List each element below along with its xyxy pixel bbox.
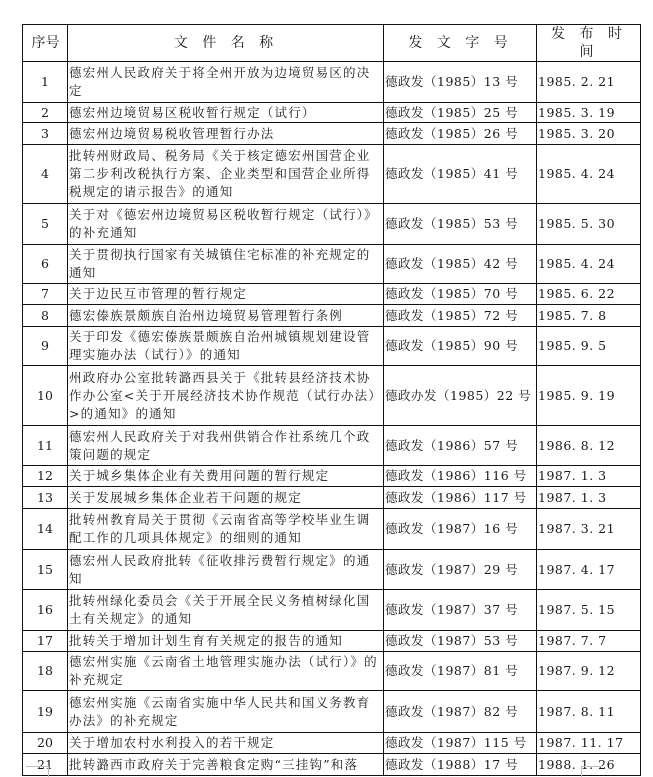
cell-document-code: 德政发（1986）116 号 [384,466,537,487]
cell-serial-number: 6 [23,245,68,284]
cell-document-code: 德政发（1985）26 号 [384,123,537,145]
cell-document-code: 德政发（1987）37 号 [384,590,537,631]
cell-document-code: 德政发（1987）81 号 [384,652,537,691]
table-row [23,590,641,631]
cell-publish-date: 1985. 4. 24 [537,245,641,284]
cell-publish-date: 1985. 2. 21 [537,62,641,103]
header-document-code: 发 文 字 号 [384,25,537,62]
cell-serial-number: 1 [23,62,68,103]
table-row [23,204,641,245]
cell-publish-date: 1987. 4. 17 [537,550,641,590]
cell-publish-date: 1985. 9. 5 [537,327,641,366]
cell-document-code: 德政发（1987）16 号 [384,509,537,550]
cell-publish-date: 1987. 7. 7 [537,631,641,652]
table-row [23,509,641,550]
cell-document-code: 德政发（1985）42 号 [384,245,537,284]
cell-document-title: 德宏州边境贸易区税收暂行规定（试行） [68,103,384,123]
table-row [23,284,641,305]
cell-serial-number: 3 [23,123,68,145]
table-row [23,754,641,776]
table-row [23,327,641,366]
table-row [23,62,641,103]
cell-document-title: 关于贯彻执行国家有关城镇住宅标准的补充规定的通知 [68,245,384,284]
cell-document-code: 德政发（1987）115 号 [384,733,537,754]
cell-serial-number: 18 [23,652,68,691]
cell-document-title: 批转州教育局关于贯彻《云南省高等学校毕业生调配工作的几项具体规定》的细则的通知 [68,509,384,550]
table-row [23,652,641,691]
table-row [23,245,641,284]
cell-document-title: 关于增加农村水利投入的若干规定 [68,733,384,754]
cell-publish-date: 1985. 6. 22 [537,284,641,305]
cell-publish-date: 1988. 1. 26 [537,754,641,776]
table-header-row [23,25,641,62]
cell-publish-date: 1987. 8. 11 [537,691,641,733]
cell-document-code: 德政发（1987）29 号 [384,550,537,590]
cell-document-title: 批转州财政局、税务局《关于核定德宏州国营企业第二步利改税执行方案、企业类型和国营企业所得税规定的请示报告》的通知 [68,145,384,204]
table-row [23,733,641,754]
cell-serial-number: 21 [23,754,68,776]
cell-document-title: 批转关于增加计划生育有关规定的报告的通知 [68,631,384,652]
cell-serial-number: 14 [23,509,68,550]
cell-document-title: 关于对《德宏州边境贸易区税收暂行规定（试行）》的补充通知 [68,204,384,245]
cell-document-title: 关于发展城乡集体企业若干问题的规定 [68,487,384,509]
header-serial-number: 序号 [23,25,68,62]
cell-publish-date: 1985. 5. 30 [537,204,641,245]
cell-document-code: 德政发（1985）13 号 [384,62,537,103]
cell-publish-date: 1987. 3. 21 [537,509,641,550]
cell-document-code: 德政发（1985）70 号 [384,284,537,305]
cell-serial-number: 8 [23,305,68,327]
cell-serial-number: 7 [23,284,68,305]
cell-document-title: 德宏州实施《云南省土地管理实施办法（试行）》的补充规定 [68,652,384,691]
cell-document-code: 德政发（1986）57 号 [384,426,537,466]
cell-document-title: 德宏州边境贸易税收管理暂行办法 [68,123,384,145]
cell-publish-date: 1987. 5. 15 [537,590,641,631]
cell-serial-number: 2 [23,103,68,123]
cell-serial-number: 20 [23,733,68,754]
cell-document-code: 德政发（1985）53 号 [384,204,537,245]
table-row [23,123,641,145]
cell-document-code: 德政发（1985）72 号 [384,305,537,327]
table-row [23,366,641,426]
table-body [23,62,641,776]
table-row [23,631,641,652]
cell-publish-date: 1987. 9. 12 [537,652,641,691]
cell-document-code: 德政发（1985）41 号 [384,145,537,204]
page-corner-mark-right [581,766,602,777]
cell-serial-number: 10 [23,366,68,426]
cell-document-title: 关于城乡集体企业有关费用问题的暂行规定 [68,466,384,487]
cell-document-code: 德政发（1987）53 号 [384,631,537,652]
cell-publish-date: 1985. 9. 19 [537,366,641,426]
cell-serial-number: 15 [23,550,68,590]
cell-document-title: 关于边民互市管理的暂行规定 [68,284,384,305]
table-row [23,691,641,733]
table-row [23,466,641,487]
cell-document-title: 德宏州人民政府批转《征收排污费暂行规定》的通知 [68,550,384,590]
cell-document-code: 德政发（1988）17 号 [384,754,537,776]
cell-publish-date: 1985. 4. 24 [537,145,641,204]
header-document-title: 文 件 名 称 [68,25,384,62]
cell-serial-number: 17 [23,631,68,652]
table-row [23,426,641,466]
cell-document-code: 德政发（1986）117 号 [384,487,537,509]
cell-document-title: 德宏州实施《云南省实施中华人民共和国义务教育办法》的补充规定 [68,691,384,733]
cell-document-code: 德政办发（1985）22 号 [384,366,537,426]
table-row [23,550,641,590]
cell-document-title: 德宏州人民政府关于对我州供销合作社系统几个政策问题的规定 [68,426,384,466]
cell-publish-date: 1987. 1. 3 [537,466,641,487]
cell-document-title: 批转州绿化委员会《关于开展全民义务植树绿化国土有关规定》的通知 [68,590,384,631]
cell-document-title: 德宏傣族景颇族自治州边境贸易管理暂行条例 [68,305,384,327]
cell-serial-number: 9 [23,327,68,366]
cell-document-code: 德政发（1985）90 号 [384,327,537,366]
table-row [23,487,641,509]
cell-publish-date: 1987. 1. 3 [537,487,641,509]
cell-serial-number: 5 [23,204,68,245]
document-index-table [22,24,641,776]
cell-serial-number: 4 [23,145,68,204]
cell-document-code: 德政发（1985）25 号 [384,103,537,123]
cell-document-code: 德政发（1987）82 号 [384,691,537,733]
cell-publish-date: 1985. 3. 20 [537,123,641,145]
table-row [23,305,641,327]
cell-document-title: 州政府办公室批转潞西县关于《批转县经济技术协作办公室<关于开展经济技术协作规范（试行办法）>的通知》的通知 [68,366,384,426]
cell-publish-date: 1985. 7. 8 [537,305,641,327]
cell-serial-number: 16 [23,590,68,631]
cell-publish-date: 1986. 8. 12 [537,426,641,466]
cell-serial-number: 12 [23,466,68,487]
table-row [23,103,641,123]
cell-publish-date: 1987. 11. 17 [537,733,641,754]
page-corner-mark-left [26,766,49,777]
cell-publish-date: 1985. 3. 19 [537,103,641,123]
cell-document-title: 德宏州人民政府关于将全州开放为边境贸易区的决定 [68,62,384,103]
table-row [23,145,641,204]
cell-serial-number: 11 [23,426,68,466]
cell-document-title: 关于印发《德宏傣族景颇族自治州城镇规划建设管理实施办法（试行）》的通知 [68,327,384,366]
cell-document-title: 批转潞西市政府关于完善粮食定购“三挂钩”和落 [68,754,384,776]
cell-serial-number: 13 [23,487,68,509]
header-publish-date: 发 布 时 间 [537,25,641,62]
cell-serial-number: 19 [23,691,68,733]
